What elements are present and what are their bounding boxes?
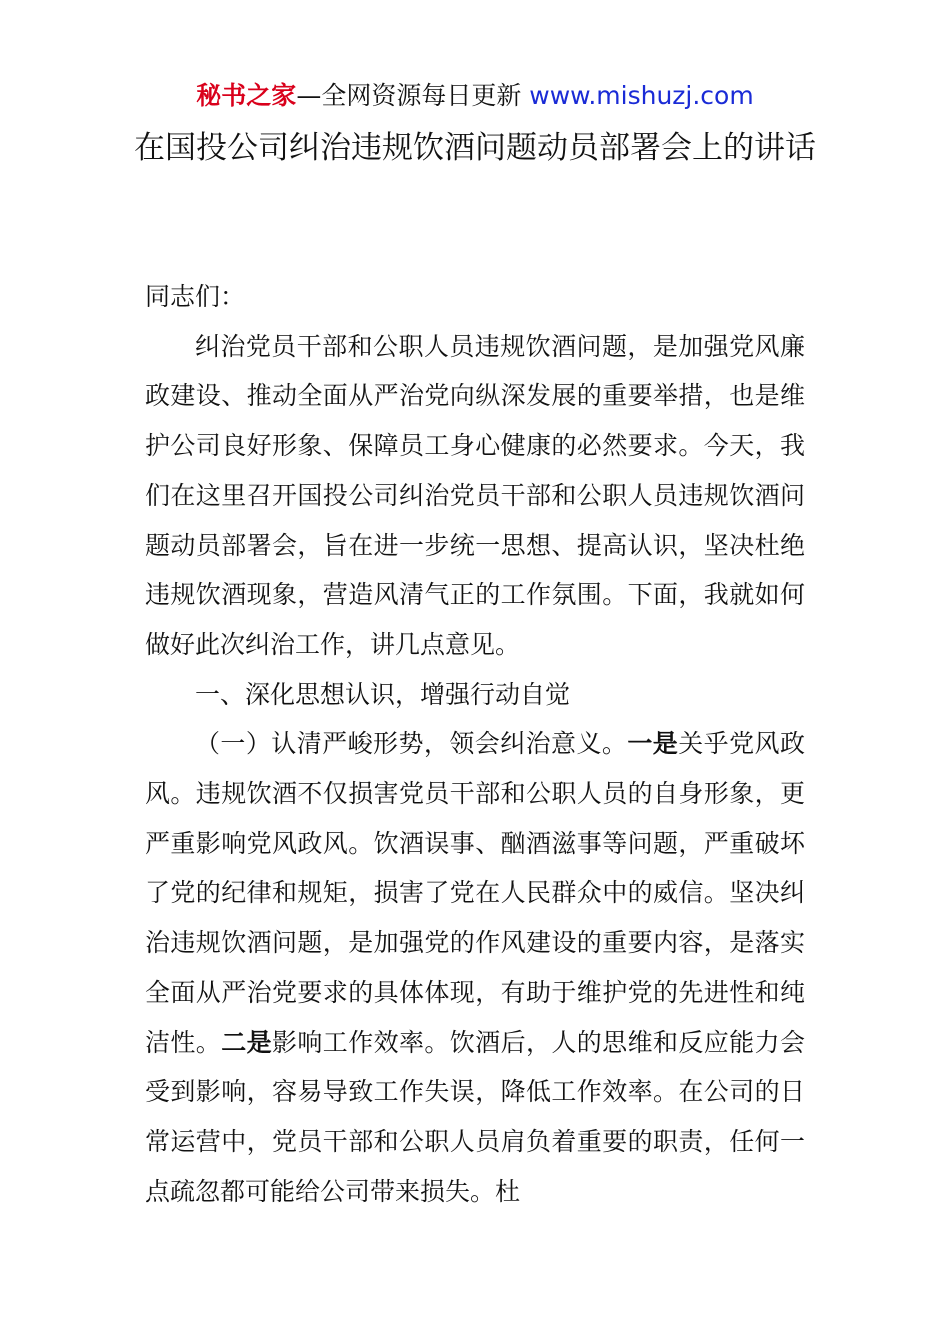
document-body (145, 272, 805, 1216)
intro-paragraph: 纠治党员干部和公职人员违规饮酒问题，是加强党风廉政建设、推动全面从严治党向纵深发展的重要举措，也是维护公司良好形象、保障员工身心健康的必然要求。今天，我们在这里召开国投公司纠治党员干部和公职人员违规饮酒问题动员部署会，旨在进一步统一思想、提高认识，坚决杜绝违规饮酒现象，营造风清气正的工作氛围。下面，我就如何做好此次纠治工作，讲几点意见。 (145, 331, 805, 659)
header-tagline: —全网资源每日更新 (296, 81, 522, 110)
site-url-link[interactable]: www.mishuzj.com (529, 81, 754, 110)
subsection-heading: （一）认清严峻形势，领会纠治意义。 (195, 729, 628, 759)
subsection-paragraph (145, 719, 805, 1216)
brand-name: 秘书之家 (196, 81, 297, 110)
point-text: 影响工作效率。饮酒后，人的思维和反应能力会受到影响，容易导致工作失误，降低工作效率。在公司的日常运营中，党员干部和公职人员肩负着重要的职责，任何一点疏忽都可能给公司带来损失。杜 (145, 1027, 805, 1206)
section-heading: 一、深化思想认识，增强行动自觉 (195, 679, 571, 709)
site-header (0, 80, 950, 112)
point-label: 二是 (221, 1027, 272, 1057)
document-title: 在国投公司纠治违规饮酒问题动员部署会上的讲话 (134, 130, 816, 166)
salutation: 同志们： (145, 282, 246, 311)
point-text: 关乎党风政风。违规饮酒不仅损害党员干部和公职人员的自身形象，更严重影响党风政风。饮酒误事、酗酒滋事等问题，严重破坏了党的纪律和规矩，损害了党在人民群众中的威信。坚决纠治违规饮酒问题，是加强党的作风建设的重要内容，是落实全面从严治党要求的具体体现，有助于维护党的先进性和纯洁性。 (145, 729, 805, 1057)
point-label: 一是 (627, 729, 679, 759)
